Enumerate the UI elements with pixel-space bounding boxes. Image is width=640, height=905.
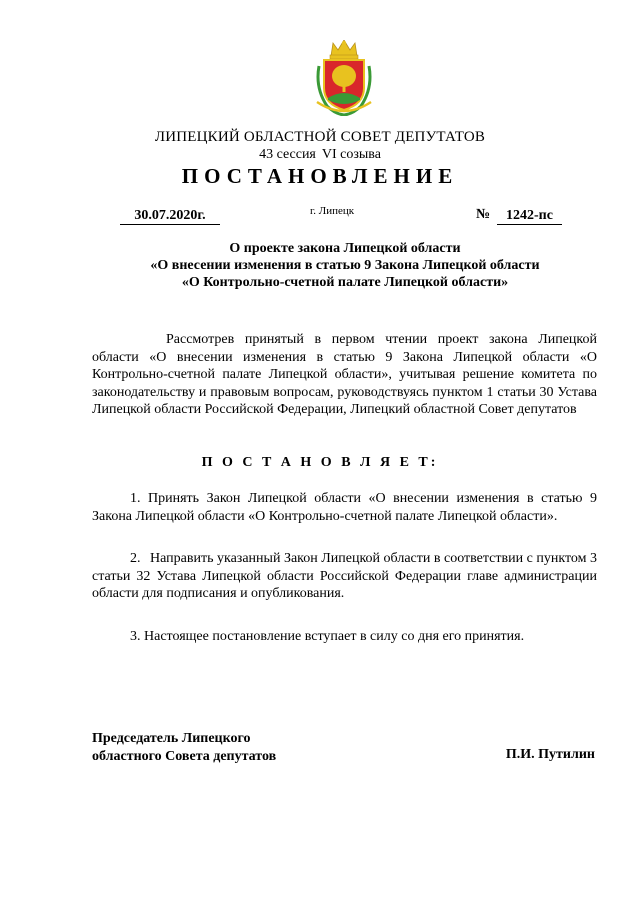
document-number: 1242-пс — [497, 207, 562, 225]
organization-name: ЛИПЕЦКИЙ ОБЛАСТНОЙ СОВЕТ ДЕПУТАТОВ — [154, 129, 486, 145]
item-1-paragraph: 1. Принять Закон Липецкой области «О внесении изменения в статью 9 Закона Липецкой области «О Контрольно-счетной палате Липецкой области». — [92, 491, 597, 524]
subject-line-2: «О внесении изменения в статью 9 Закона Липецкой области — [150, 258, 540, 273]
document-city: г. Липецк — [310, 205, 355, 217]
signer-position — [92, 730, 276, 765]
session-line — [0, 147, 640, 163]
preamble-paragraph: Рассмотрев принятый в первом чтении проект закона Липецкой области «О внесении изменения в статью 9 Закона Липецкой области «О Контрольно-счетной палате Липецкой области», учитывая решение комитета по законодательству и правовым вопросам, руководствуясь пунктом 1 статьи 30 Устава Липецкой области Российской Федерации, Липецкий областной Совет депутатов — [92, 332, 597, 418]
item-2-number: 2. — [130, 551, 141, 566]
signer-name: П.И. Путилин — [505, 747, 595, 762]
subject-line-3: «О Контрольно-счетной палате Липецкой области» — [181, 275, 509, 290]
item-2-paragraph — [92, 550, 597, 603]
subject-line-1: О проекте закона Липецкой области — [229, 241, 461, 256]
document-subject — [0, 240, 640, 291]
signer-position-line-1: Председатель Липецкого — [92, 731, 251, 746]
item-3-paragraph: 3. Настоящее постановление вступает в силу со дня его принятия. — [130, 629, 525, 644]
item-2-text: Направить указанный Закон Липецкой области в соответствии с пунктом 3 статьи 32 Устава Липецкой области Российской Федерации главе администрации области для подписания и опубликования. — [92, 551, 598, 602]
session-number: 43 сессия — [259, 147, 316, 162]
number-sign: № — [476, 207, 491, 222]
signer-position-line-2: областного Совета депутатов — [92, 748, 277, 764]
coat-of-arms-icon — [313, 40, 375, 116]
document-date: 30.07.2020г. — [120, 207, 220, 225]
convocation: VI созыва — [321, 147, 381, 162]
coat-of-arms-emblem — [313, 40, 375, 116]
document-type-title: ПОСТАНОВЛЕНИЕ — [181, 164, 459, 188]
decree-heading: П О С Т А Н О В Л Я Е Т: — [201, 455, 439, 470]
